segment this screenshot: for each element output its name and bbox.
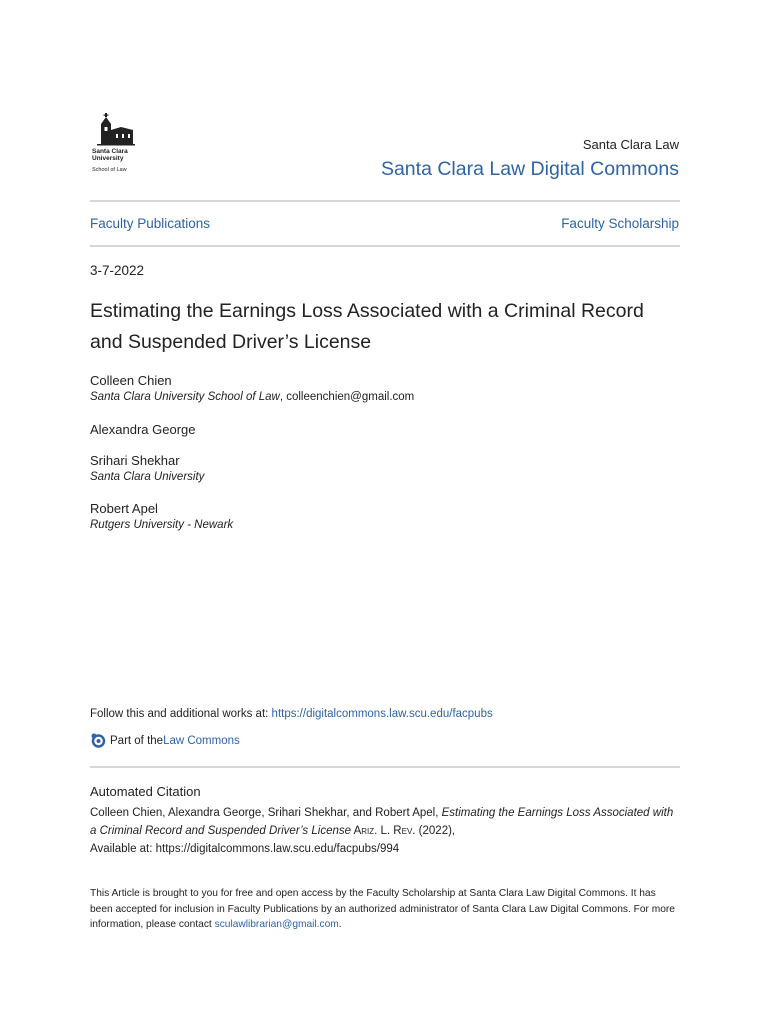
author-name: Srihari Shekhar: [90, 453, 180, 468]
contact-email-link[interactable]: sculawlibrarian@gmail.com: [214, 919, 339, 930]
faculty-publications-link[interactable]: Faculty Publications: [90, 216, 211, 231]
author-email: , colleenchien@gmail.com: [279, 391, 415, 403]
repository-link[interactable]: Santa Clara Law Digital Commons: [380, 158, 679, 180]
divider-nav: [90, 245, 680, 247]
logo-line-3: School of Law: [92, 167, 127, 173]
citation-authors: Colleen Chien, Alexandra George, Srihari Shekhar, and Robert Apel,: [90, 807, 442, 819]
follow-url-link[interactable]: https://digitalcommons.law.scu.edu/facpubs: [271, 708, 493, 720]
author-name: Colleen Chien: [90, 373, 172, 388]
follow-line: [90, 708, 493, 720]
citation-heading: Automated Citation: [90, 784, 201, 799]
access-notice: [90, 886, 680, 933]
part-of-prefix: Part of the: [110, 734, 164, 747]
law-commons-link[interactable]: Law Commons: [163, 734, 240, 747]
follow-prefix: Follow this and additional works at:: [90, 708, 272, 720]
faculty-scholarship-link[interactable]: Faculty Scholarship: [561, 216, 679, 231]
citation-text: [90, 804, 680, 858]
author-affiliation: [90, 391, 414, 403]
author-affiliation: [90, 471, 204, 483]
affiliation-text: Santa Clara University School of Law: [90, 391, 280, 403]
author-name: Robert Apel: [90, 501, 158, 516]
divider-citation: [90, 766, 680, 768]
network-commons-icon: [90, 732, 107, 749]
citation-journal: Ariz. L. Rev. (2022),: [351, 825, 456, 837]
author-affiliation: [90, 519, 233, 531]
citation-title: Estimating the Earnings Loss Associated with a Criminal Record and Suspended Driver’s License: [90, 807, 674, 837]
institution-name: Santa Clara Law: [582, 137, 679, 152]
citation-available: Available at: https://digitalcommons.law.scu.edu/facpubs/994: [90, 843, 400, 855]
affiliation-text: Rutgers University - Newark: [90, 519, 234, 531]
logo-line-2: University: [92, 155, 124, 162]
affiliation-text: Santa Clara University: [90, 471, 205, 483]
publication-date: 3-7-2022: [90, 263, 145, 278]
mission-tower-icon: [92, 110, 138, 146]
part-of-line: [90, 732, 240, 749]
notice-end: .: [338, 919, 342, 930]
author-name: Alexandra George: [90, 422, 196, 437]
notice-text: This Article is brought to you for free and open access by the Faculty Scholarship at Santa Clara Law Digital Commons. It has been accepted for inclusion in Faculty Publications by an authorized administrator of Santa Clara Law Digital Commons. For more information, please contact: [90, 888, 675, 930]
university-logo: [92, 110, 140, 178]
paper-title: Estimating the Earnings Loss Associated with a Criminal Record and Suspended Driver’s License: [90, 300, 644, 353]
divider-top: [90, 200, 680, 202]
logo-line-1: Santa Clara: [92, 148, 128, 155]
